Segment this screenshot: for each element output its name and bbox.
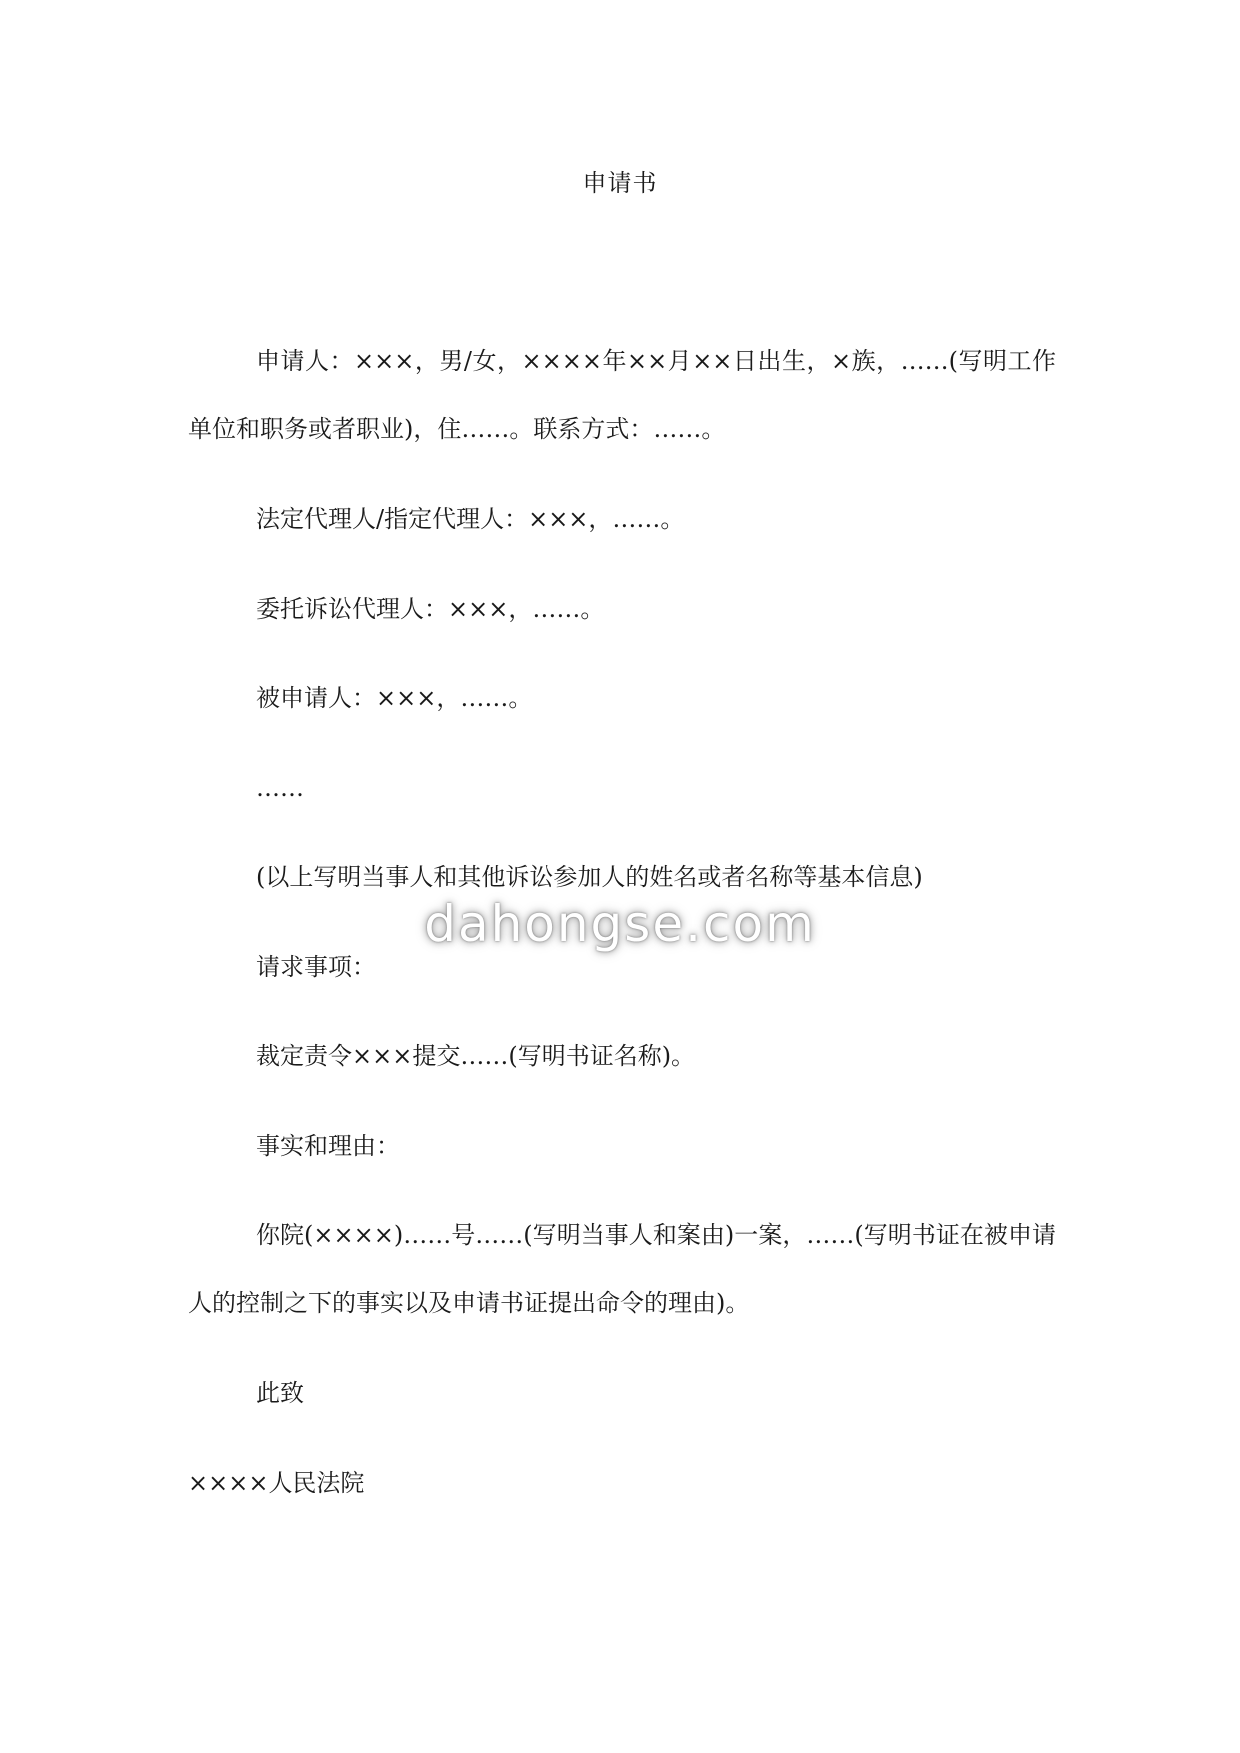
- claims-heading: 请求事项：: [256, 953, 376, 981]
- closing-salutation: 此致: [256, 1379, 304, 1407]
- applicant-paragraph: 申请人：×××，男/女，××××年××月××日出生，×族，……(写明工作单位和职务或者职业)，住……。联系方式：……。: [188, 347, 1056, 443]
- claims-text: 裁定责令×××提交……(写明书证名称)。: [256, 1042, 696, 1070]
- facts-heading: 事实和理由：: [256, 1132, 400, 1160]
- ellipsis-line: ……: [256, 774, 304, 802]
- facts-text: 你院(××××)……号……(写明当事人和案由)一案，……(写明书证在被申请人的控制之下的事实以及申请书证提出命令的理由)。: [188, 1221, 1056, 1317]
- legal-agent-paragraph: 法定代理人/指定代理人：×××，……。: [256, 505, 685, 533]
- court-name: ××××人民法院: [188, 1469, 365, 1497]
- document-title: 申请书: [582, 169, 658, 197]
- party-note: (以上写明当事人和其他诉讼参加人的姓名或者名称等基本信息): [256, 863, 923, 891]
- watermark: dahongse.com: [424, 895, 816, 953]
- respondent-paragraph: 被申请人：×××，……。: [256, 684, 533, 712]
- litigation-agent-paragraph: 委托诉讼代理人：×××，……。: [256, 595, 605, 623]
